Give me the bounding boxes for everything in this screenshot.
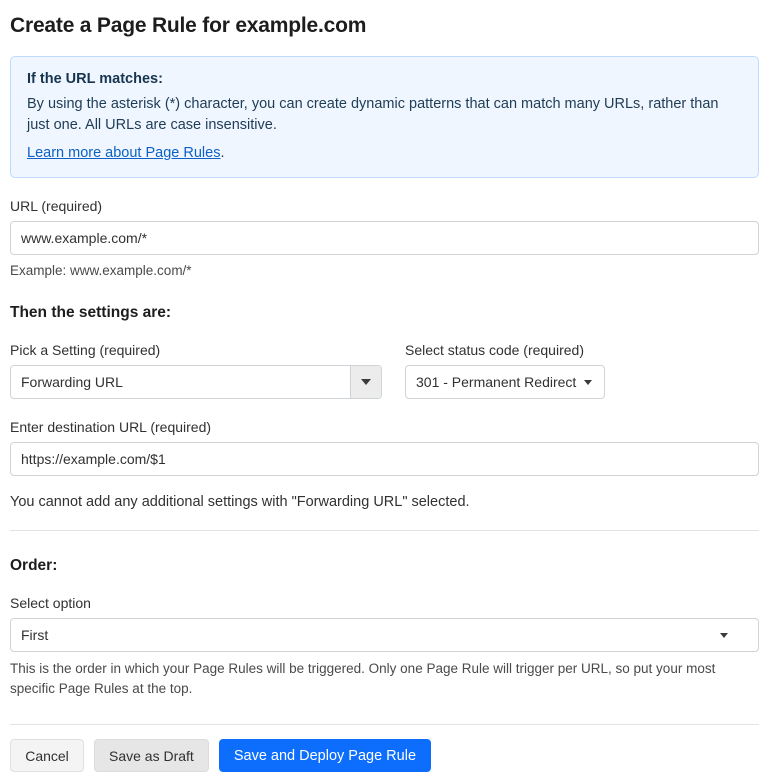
order-select-label: Select option	[10, 595, 91, 612]
destination-url-label: Enter destination URL (required)	[10, 419, 212, 436]
info-box-title: If the URL matches:	[27, 71, 163, 87]
order-section-title: Order:	[10, 557, 58, 575]
page-title: Create a Page Rule for example.com	[10, 14, 367, 37]
url-match-info-box	[10, 56, 759, 178]
status-code-label: Select status code (required)	[405, 342, 584, 359]
settings-section-title: Then the settings are:	[10, 304, 172, 322]
cancel-button[interactable]: Cancel	[10, 739, 84, 772]
url-input[interactable]	[10, 221, 759, 255]
chevron-down-icon	[720, 633, 728, 638]
info-box-link-row	[27, 145, 742, 161]
url-field-label: URL (required)	[10, 198, 103, 215]
footer-buttons	[10, 739, 759, 772]
pick-setting-select-wrap	[10, 365, 382, 399]
pick-setting-label: Pick a Setting (required)	[10, 342, 161, 359]
info-box-text: By using the asterisk (*) character, you can create dynamic patterns that can match many URLs, rather than just one. All URLs are case insensitive.	[27, 96, 719, 134]
footer-divider	[10, 724, 759, 725]
destination-url-input[interactable]	[10, 442, 759, 476]
order-hint: This is the order in which your Page Rules will be triggered. Only one Page Rule will trigger per URL, so put your most specific Page Rules at the top.	[10, 661, 716, 696]
order-select[interactable]	[10, 618, 759, 652]
save-and-deploy-button[interactable]: Save and Deploy Page Rule	[219, 739, 431, 772]
info-box-link-suffix: .	[220, 145, 225, 162]
pick-setting-select[interactable]	[10, 365, 382, 399]
pick-setting-dropdown-button[interactable]	[350, 366, 381, 398]
save-as-draft-button[interactable]: Save as Draft	[94, 739, 209, 772]
url-field-hint: Example: www.example.com/*	[10, 263, 192, 279]
settings-row	[10, 322, 759, 399]
settings-divider	[10, 530, 759, 531]
learn-more-link[interactable]: Learn more about Page Rules	[27, 145, 221, 162]
pick-setting-value: Forwarding URL	[21, 374, 123, 391]
status-code-group	[405, 322, 705, 399]
form-footer	[10, 724, 759, 772]
status-code-value: 301 - Permanent Redirect	[416, 374, 577, 391]
settings-note: You cannot add any additional settings with "Forwarding URL" selected.	[10, 494, 470, 511]
status-code-select[interactable]	[405, 365, 605, 399]
chevron-down-icon	[361, 379, 371, 385]
pick-setting-group	[10, 322, 382, 399]
order-select-value: First	[21, 627, 49, 644]
chevron-down-icon	[584, 380, 592, 385]
